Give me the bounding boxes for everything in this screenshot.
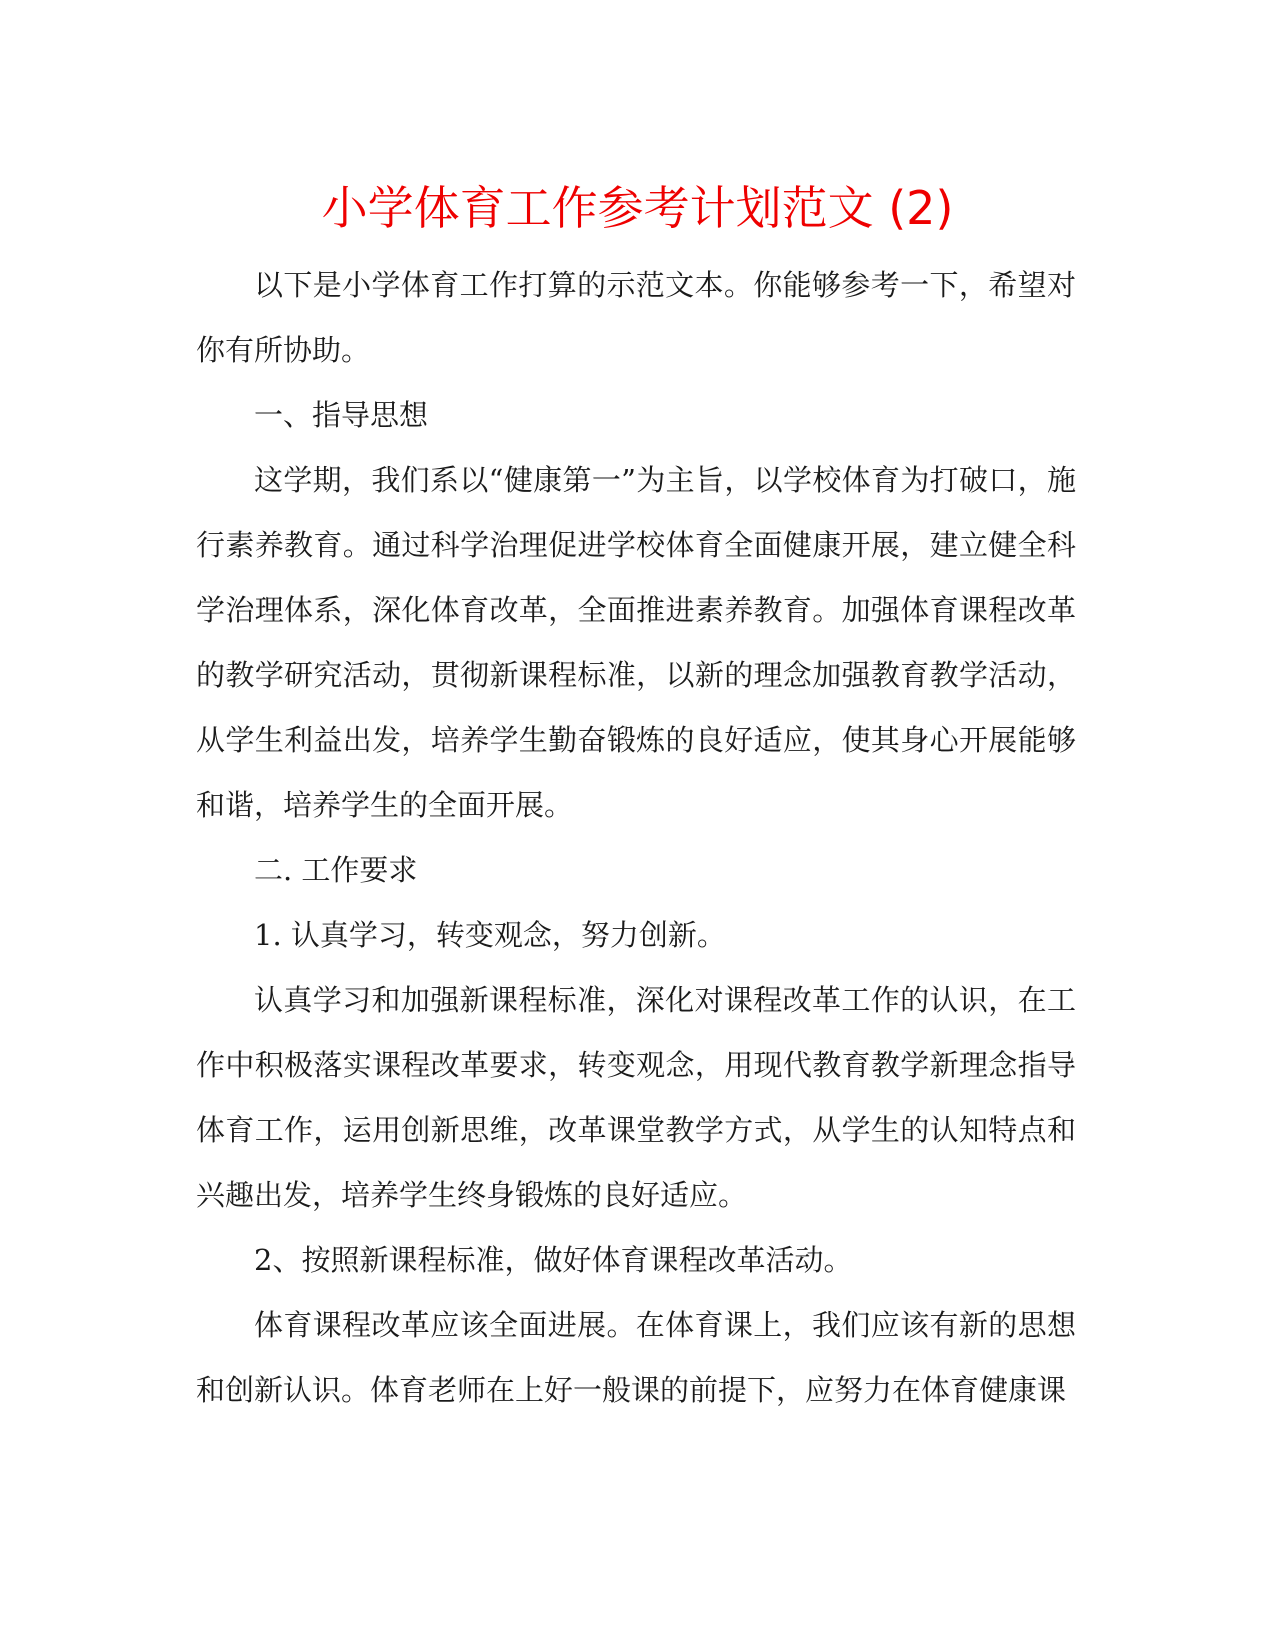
heading-guiding-ideology: 一、指导思想 [254,398,429,432]
paragraph-study-innovate: 认真学习和加强新课程标准，深化对课程改革工作的认识，在工作中积极落实课程改革要求，转变观念，用现代教育教学新理念指导体育工作，运用创新思维，改革课堂教学方式，从学生的认知特点和兴趣出发，培养学生终身锻炼的良好适应。 [196,983,1076,1212]
subheading-study-innovate: 1. 认真学习，转变观念，努力创新。 [254,918,726,952]
subheading-curriculum-reform: 2、按照新课程标准，做好体育课程改革活动。 [254,1243,853,1277]
paragraph-guiding-ideology: 这学期，我们系以“健康第一”为主旨，以学校体育为打破口，施行素养教育。通过科学治理促进学校体育全面健康开展，建立健全科学治理体系，深化体育改革，全面推进素养教育。加强体育课程改革的教学研究活动，贯彻新课程标准，以新的理念加强教育教学活动，从学生利益出发，培养学生勤奋锻炼的良好适应，使其身心开展能够和谐，培养学生的全面开展。 [196,463,1076,822]
heading-work-requirements: 二. 工作要求 [254,853,418,887]
paragraph-intro: 以下是小学体育工作打算的示范文本。你能够参考一下，希望对你有所协助。 [196,268,1076,367]
paragraph-curriculum-reform: 体育课程改革应该全面进展。在体育课上，我们应该有新的思想和创新认识。体育老师在上好一般课的前提下，应努力在体育健康课 [196,1308,1076,1407]
document-title: 小学体育工作参考计划范文 (2) [321,181,954,235]
document-body [196,253,1076,1423]
